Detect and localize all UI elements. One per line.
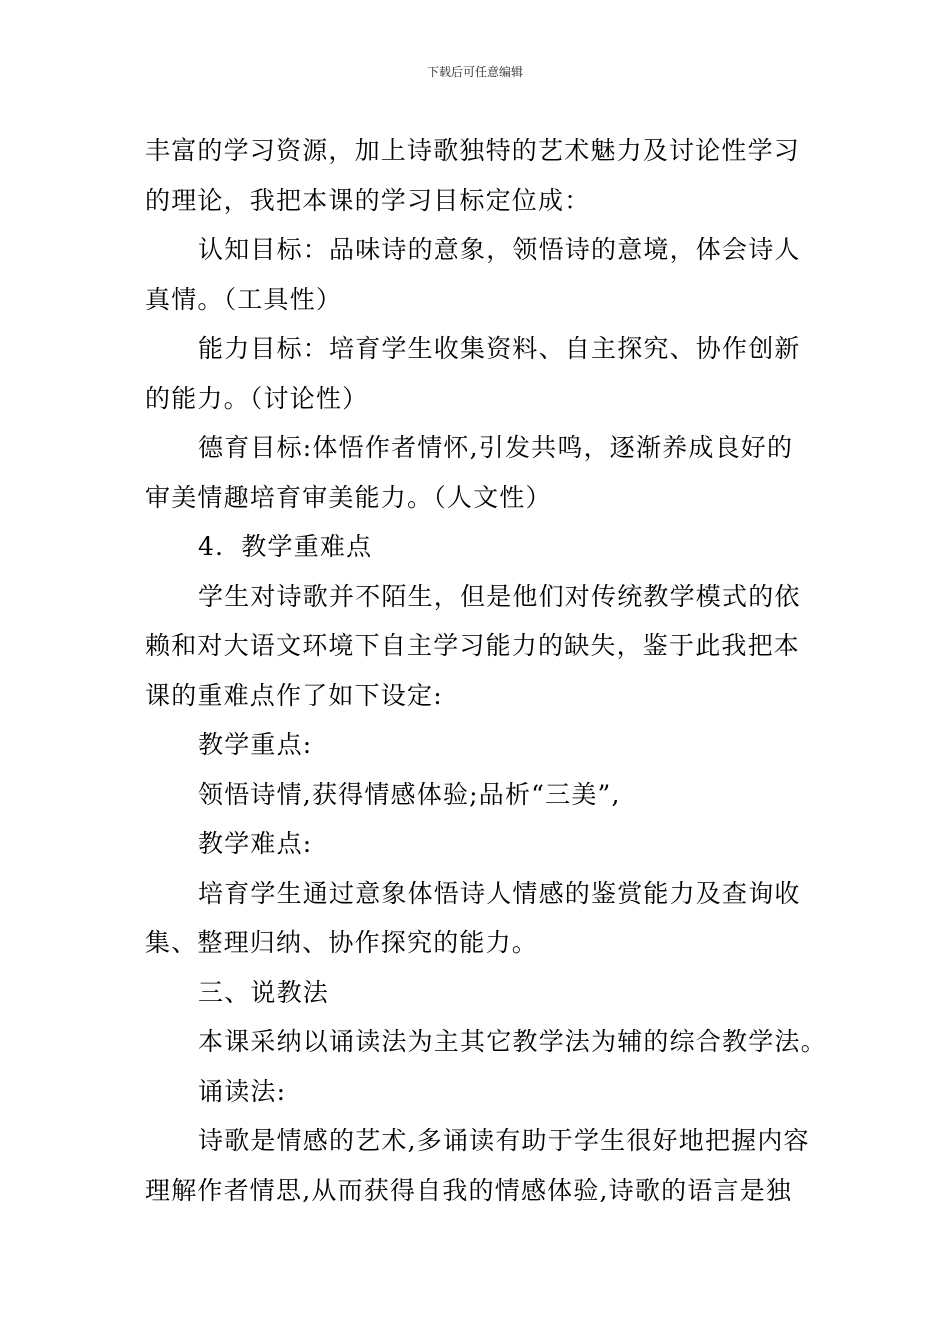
- paragraph-line: 的能力。（讨论性）: [145, 383, 369, 413]
- paragraph-line: 的理论，我把本课的学习目标定位成：: [145, 185, 591, 215]
- paragraph-line: 审美情趣培育审美能力。（人文性）: [145, 482, 552, 512]
- subheading: 教学难点:: [198, 829, 313, 858]
- paragraph-line: 丰富的学习资源，加上诗歌独特的艺术魅力及讨论性学习: [145, 136, 801, 165]
- paragraph-line: 集、整理归纳、协作探究的能力。: [145, 928, 539, 957]
- paragraph-line: 真情。（工具性）: [145, 284, 343, 314]
- page-header: 下载后可任意编辑: [426, 65, 523, 79]
- paragraph-line: 理解作者情思,从而获得自我的情感体验,诗歌的语言是独: [145, 1175, 793, 1205]
- section-heading: 4．教学重难点: [198, 532, 373, 561]
- paragraph-line: 能力目标：培育学生收集资料、自主探究、协作创新: [198, 334, 801, 363]
- subheading: 教学重点:: [198, 730, 313, 759]
- paragraph-line: 领悟诗情,获得情感体验;品析“三美”,: [198, 779, 621, 809]
- paragraph-line: 赖和对大语文环境下自主学习能力的缺失，鉴于此我把本: [145, 631, 801, 660]
- section-heading: 三、说教法: [198, 977, 330, 1007]
- paragraph-line: 培育学生通过意象体悟诗人情感的鉴赏能力及查询收: [198, 878, 801, 908]
- paragraph-line: 诗歌是情感的艺术,多诵读有助于学生很好地把握内容: [198, 1126, 810, 1155]
- paragraph-line: 认知目标：品味诗的意象，领悟诗的意境，体会诗人: [198, 235, 801, 264]
- subheading: 诵读法:: [198, 1076, 287, 1106]
- paragraph-line: 课的重难点作了如下设定:: [145, 680, 443, 710]
- paragraph-line: 学生对诗歌并不陌生，但是他们对传统教学模式的依: [198, 581, 801, 611]
- document-body: [145, 126, 827, 1215]
- paragraph-line: 德育目标:体悟作者情怀,引发共鸣，逐渐养成良好的: [198, 433, 794, 462]
- paragraph-line: 本课采纳以诵读法为主其它教学法为辅的综合教学法。: [198, 1027, 827, 1056]
